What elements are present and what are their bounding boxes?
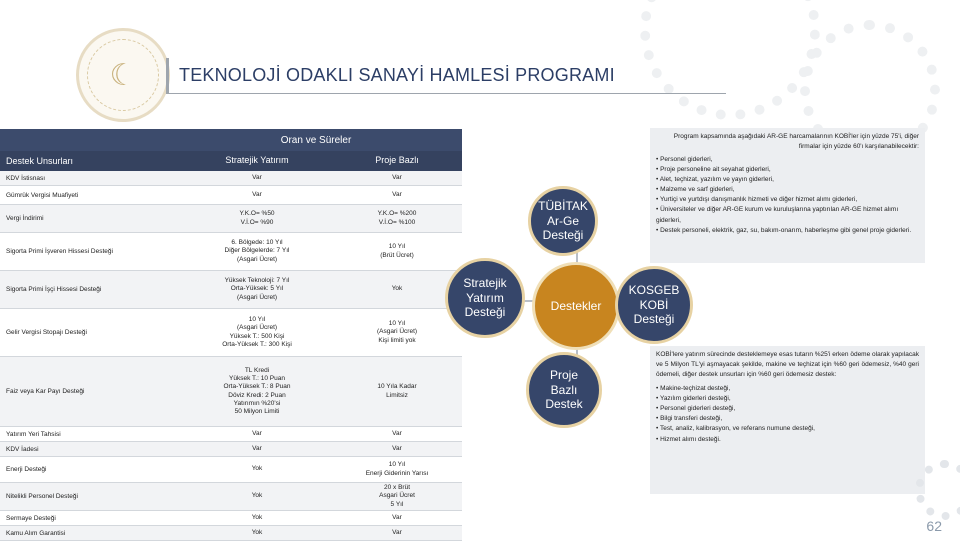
table-cell: Gelir Vergisi Stopajı Desteği — [6, 329, 87, 336]
table-row — [0, 457, 462, 483]
tubitak-label: TÜBİTAK Ar-Ge Desteği — [538, 199, 588, 243]
table-cell: Var — [392, 429, 402, 437]
table-cell: Yatırım Yeri Tahsisi — [6, 430, 61, 438]
table-row — [0, 186, 462, 205]
list-item: • Bilgi transferi desteği, — [656, 414, 919, 424]
table-row — [0, 309, 462, 357]
list-item: • Üniversiteler ve diğer AR-GE kurum ve kuruluşlarına yaptırılan AR-GE hizmet alımı giderleri, — [656, 205, 919, 225]
table-cell: Var — [392, 513, 402, 521]
title-bar — [166, 58, 726, 94]
list-item: • Yazılım giderleri desteği, — [656, 394, 919, 404]
table-cell: Nitelikli Personel Desteği — [6, 493, 78, 500]
page-number: 62 — [926, 518, 942, 534]
table-cell: Yüksek Teknoloji: 7 Yıl Orta-Yüksek: 5 Yıl (Asgari Ücret) — [224, 277, 290, 301]
destekler-circle — [532, 262, 620, 350]
kosgeb-list — [656, 384, 919, 444]
list-item: • Yurtiçi ve yurtdışı danışmanlık hizmeti ve diğer hizmet alımı giderleri, — [656, 195, 919, 205]
table-cell: 20 x Brüt Asgari Ücret 5 Yıl — [379, 484, 415, 508]
table-row — [0, 526, 462, 541]
table-cell: Var — [252, 173, 262, 181]
list-item: • Hizmet alımı desteği. — [656, 435, 919, 445]
table-cell: Yok — [391, 285, 403, 293]
table-row — [0, 511, 462, 526]
list-item: • Personel giderleri, — [656, 155, 919, 165]
table-body — [0, 171, 462, 541]
tubitak-list — [656, 155, 919, 236]
ministry-logo-icon: ☾ — [76, 28, 170, 122]
table-row — [0, 442, 462, 457]
list-item: • Alet, teçhizat, yazılım ve yayın giderleri, — [656, 175, 919, 185]
tubitak-panel-intro: Program kapsamında aşağıdaki AR-GE harcamalarının KOBİ'ler için yüzde 75'i, diğer firmalar için yüzde 60'ı karşılanabilecektir: — [673, 133, 919, 151]
table-cell: Var — [252, 429, 262, 437]
table-cell: Faiz veya Kar Payı Desteği — [6, 388, 85, 395]
table-cell: TL Kredi Yüksek T.: 10 Puan Orta-Yüksek T.: 8 Puan Döviz Kredi: 2 Puan Yatırımın %20'si 50 Milyon Limiti — [223, 367, 291, 415]
list-item: • Personel giderleri desteği, — [656, 404, 919, 414]
table-cell: Kamu Alım Garantisi — [6, 529, 66, 537]
table-cell: Var — [392, 173, 402, 181]
table-cell: Var — [392, 528, 402, 536]
page-title: TEKNOLOJİ ODAKLI SANAYİ HAMLESİ PROGRAMI — [179, 65, 615, 85]
table-cell: Y.K.O= %50 V.İ.O= %90 — [239, 210, 275, 226]
table-row — [0, 427, 462, 442]
column-proje-bazli: Proje Bazlı — [375, 155, 419, 166]
proje-bazli-circle — [526, 352, 602, 428]
table-cell: Sigorta Primi İşveren Hissesi Desteği — [6, 248, 113, 255]
table-cell: Var — [252, 190, 262, 198]
kosgeb-panel-intro: KOBİ'lere yatırım sürecinde desteklemeye esas tutarın %25'i erken ödeme olarak yapılacak ve 5 Milyon TL'yi aşmayacak şekilde, makine ve teçhizat için %60 geri ödemesiz, %40 geri ödemeli, diğer destek unsurları için %60 geri ödemesiz destek: — [656, 351, 919, 379]
table-group-header: Oran ve Süreler — [0, 129, 462, 151]
list-item: • Proje personeline ait seyahat giderleri, — [656, 165, 919, 175]
table-cell: Gümrük Vergisi Muafiyeti — [6, 191, 79, 199]
table-row — [0, 171, 462, 186]
kosgeb-label: KOSGEB KOBİ Desteği — [628, 283, 680, 327]
table-cell: 10 Yıl (Brüt Ücret) — [380, 243, 414, 259]
table-cell: Y.K.O= %200 V.İ.O= %100 — [377, 210, 417, 226]
destekler-label: Destekler — [550, 298, 602, 313]
table-column-header — [0, 151, 462, 171]
table-cell: Enerji Desteği — [6, 466, 47, 473]
table-cell: Vergi İndirimi — [6, 215, 44, 222]
table-cell: KDV İstisnası — [6, 174, 46, 182]
stratejik-yatirim-label: Stratejik Yatırım Desteği — [463, 276, 507, 320]
table-cell: Var — [392, 444, 402, 452]
list-item: • Destek personeli, elektrik, gaz, su, bakım-onarım, haberleşme gibi genel proje giderleri. — [656, 226, 919, 236]
support-table — [0, 129, 462, 541]
table-cell: Var — [252, 444, 262, 452]
table-cell: Yok — [251, 465, 263, 473]
table-cell: Yok — [251, 528, 263, 536]
table-cell: 10 Yıl Enerji Giderinin Yarısı — [365, 461, 429, 477]
tubitak-panel — [650, 128, 925, 263]
proje-bazli-label: Proje Bazlı Destek — [545, 368, 583, 412]
list-item: • Test, analiz, kalibrasyon, ve referans numune desteği, — [656, 424, 919, 434]
table-row — [0, 233, 462, 271]
table-cell: 10 Yıl (Asgari Ücret) Kişi limiti yok — [376, 320, 418, 344]
table-cell: Sermaye Desteği — [6, 514, 56, 522]
table-cell: 10 Yıl (Asgari Ücret) Yüksek T.: 500 Kişi Orta-Yüksek T.: 300 Kişi — [222, 316, 292, 348]
table-row — [0, 357, 462, 427]
table-cell: KDV İadesi — [6, 445, 39, 453]
kosgeb-panel — [650, 346, 925, 494]
column-stratejik-yatirim: Stratejik Yatırım — [225, 155, 289, 166]
column-destek-unsurlari: Destek Unsurları — [6, 156, 74, 166]
header — [0, 0, 960, 120]
table-cell: 6. Bölgede: 10 Yıl Diğer Bölgelerde: 7 Yıl (Asgari Ücret) — [224, 239, 290, 263]
table-row — [0, 205, 462, 233]
table-cell: Yok — [251, 492, 263, 500]
list-item: • Malzeme ve sarf giderleri, — [656, 185, 919, 195]
table-cell: 10 Yıla Kadar Limitsiz — [377, 383, 417, 399]
table-row — [0, 483, 462, 511]
kosgeb-circle — [615, 266, 693, 344]
list-item: • Makine-teçhizat desteği, — [656, 384, 919, 394]
table-cell: Yok — [251, 513, 263, 521]
tubitak-circle — [528, 186, 598, 256]
table-row — [0, 271, 462, 309]
table-cell: Var — [392, 190, 402, 198]
table-cell: Sigorta Primi İşçi Hissesi Desteği — [6, 286, 102, 293]
gear-icon — [915, 460, 960, 520]
stratejik-yatirim-circle — [445, 258, 525, 338]
